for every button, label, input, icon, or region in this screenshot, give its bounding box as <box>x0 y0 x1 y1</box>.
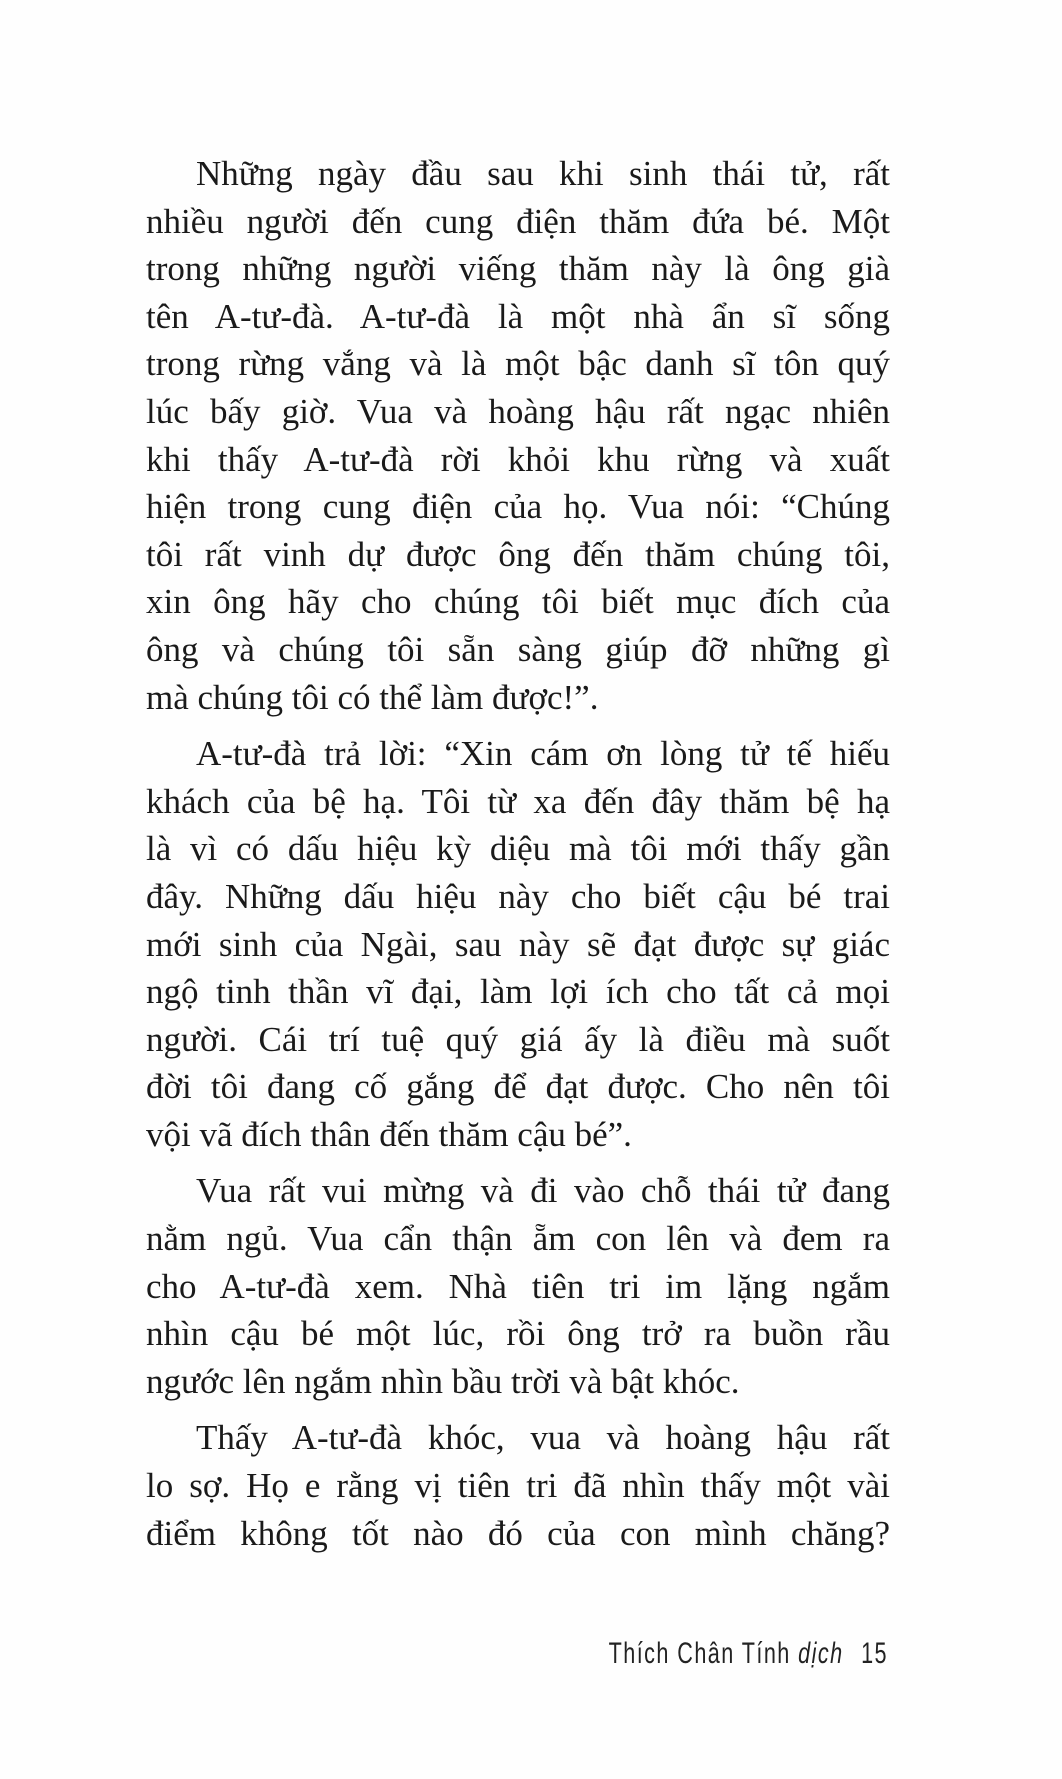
text-line: tên A-tư-đà. A-tư-đà là một nhà ẩn sĩ sống <box>146 296 890 336</box>
text-line: vội vã đích thân đến thăm cậu bé”. <box>146 1114 632 1154</box>
text-line: cho A-tư-đà xem. Nhà tiên tri im lặng ngắm <box>146 1266 890 1306</box>
page-number: 15 <box>861 1637 888 1670</box>
text-line: mới sinh của Ngài, sau này sẽ đạt được sự giác <box>146 924 890 964</box>
paragraph-2 <box>146 730 890 1158</box>
text-line: điểm không tốt nào đó của con mình chăng? <box>146 1513 890 1553</box>
text-line: A-tư-đà trả lời: “Xin cám ơn lòng tử tế hiếu <box>196 734 890 774</box>
text-line: mà chúng tôi có thể làm được!”. <box>146 677 599 717</box>
text-line: người. Cái trí tuệ quý giá ấy là điều mà suốt <box>146 1019 890 1059</box>
text-line: Vua rất vui mừng và đi vào chỗ thái tử đang <box>196 1171 890 1211</box>
text-line: là vì có dấu hiệu kỳ diệu mà tôi mới thấy gần <box>146 829 890 869</box>
paragraph-4 <box>146 1414 890 1557</box>
text-line: nhiều người đến cung điện thăm đứa bé. Một <box>146 201 890 241</box>
text-line: Những ngày đầu sau khi sinh thái tử, rất <box>196 154 890 193</box>
page-body <box>146 150 890 1566</box>
text-line: trong những người viếng thăm này là ông già <box>146 249 890 289</box>
text-line: trong rừng vắng và là một bậc danh sĩ tôn quý <box>146 344 890 384</box>
text-line: ngước lên ngắm nhìn bầu trời và bật khóc. <box>146 1361 740 1401</box>
text-line: tôi rất vinh dự được ông đến thăm chúng tôi, <box>146 534 890 574</box>
text-line: nằm ngủ. Vua cẩn thận ẵm con lên và đem ra <box>146 1219 890 1259</box>
text-line: khi thấy A-tư-đà rời khỏi khu rừng và xuất <box>146 439 890 479</box>
paragraph-3 <box>146 1167 890 1405</box>
text-line: lúc bấy giờ. Vua và hoàng hậu rất ngạc nhiên <box>146 391 890 431</box>
text-line: khách của bệ hạ. Tôi từ xa đến đây thăm bệ hạ <box>146 781 890 821</box>
text-line: ngộ tinh thần vĩ đại, làm lợi ích cho tất cả mọi <box>146 972 890 1012</box>
text-line: hiện trong cung điện của họ. Vua nói: “Chúng <box>146 487 890 527</box>
translator-name: Thích Chân Tính <box>608 1637 791 1670</box>
text-line: xin ông hãy cho chúng tôi biết mục đích của <box>146 582 890 622</box>
text-line: đời tôi đang cố gắng để đạt được. Cho nên tôi <box>146 1067 890 1107</box>
paragraph-1 <box>146 150 890 721</box>
text-line: đây. Những dấu hiệu này cho biết cậu bé trai <box>146 876 890 916</box>
translator-role: dịch <box>798 1637 844 1670</box>
text-line: lo sợ. Họ e rằng vị tiên tri đã nhìn thấy một vài <box>146 1466 890 1506</box>
text-line: ông và chúng tôi sẵn sàng giúp đỡ những gì <box>146 629 890 669</box>
text-line: nhìn cậu bé một lúc, rồi ông trở ra buồn rầu <box>146 1314 890 1354</box>
text-line: Thấy A-tư-đà khóc, vua và hoàng hậu rất <box>196 1418 890 1458</box>
page-footer <box>609 1637 888 1671</box>
